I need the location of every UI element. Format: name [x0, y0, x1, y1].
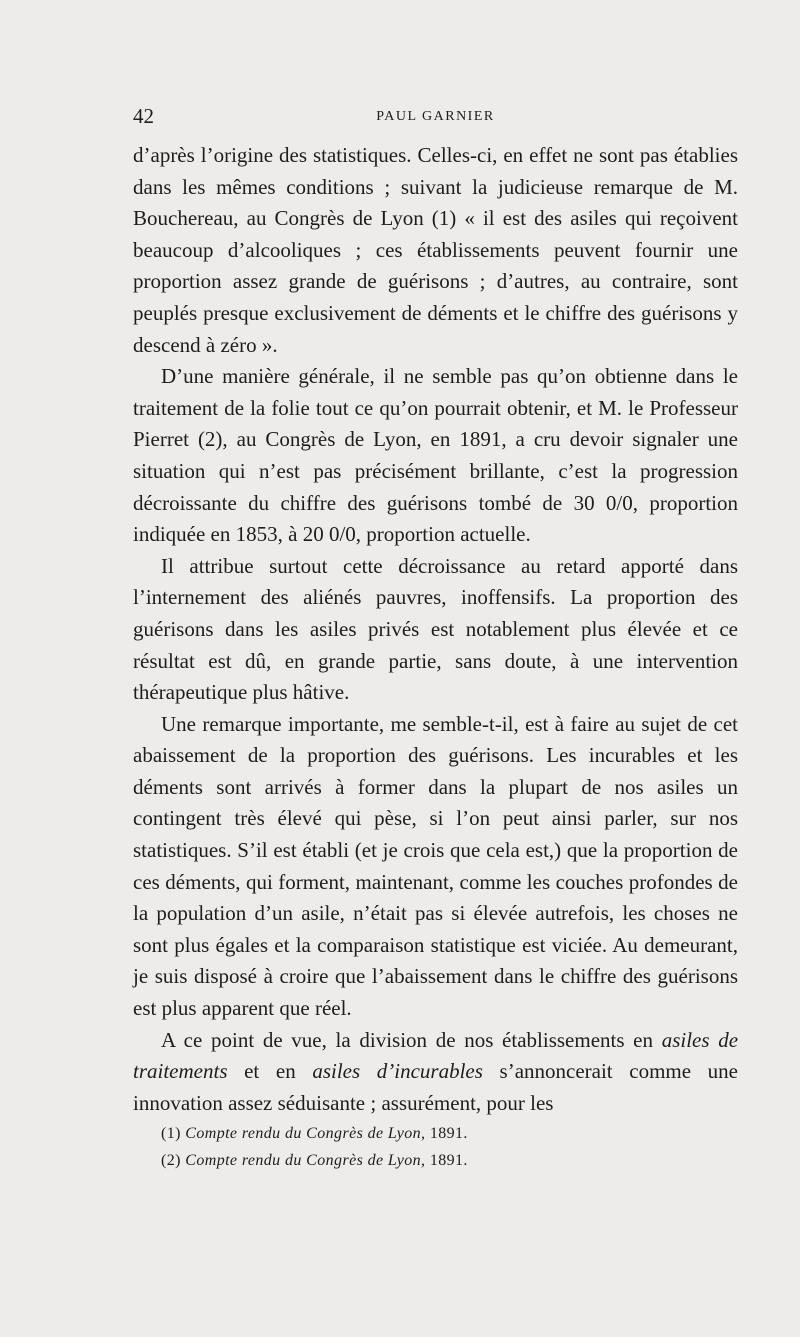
- footnotes: [161, 1120, 721, 1174]
- page-header: [133, 104, 738, 132]
- footnote-year: , 1891.: [421, 1152, 468, 1169]
- paragraph: Une remarque importante, me semble-t-il, est à faire au sujet de cet abaissement de la proportion des guérisons. Les incurables et les déments sont arrivés à former dans la plupart de nos asiles un contingent très élevé qui pèse, si l’on peut ainsi parler, sur nos statistiques. S’il est établi (et je crois que cela est,) que la proportion de ces déments, qui forment, maintenant, comme les couches profondes de la population d’un asile, n’était pas si élevée autrefois, les choses ne sont plus égales et la comparaison statistique est viciée. Au demeurant, je suis disposé à croire que l’abaissement dans le chiffre des guérisons est plus apparent que réel.: [133, 711, 738, 1021]
- italic-term: asiles de traitements: [133, 1027, 739, 1084]
- running-title: PAUL GARNIER: [376, 109, 495, 124]
- paragraph-text: s’annoncerait comme une innovation assez séduisante ; assurément, pour les: [133, 1059, 738, 1115]
- footnote-marker: (2): [161, 1152, 186, 1169]
- footnote-year: , 1891.: [421, 1125, 468, 1142]
- footnote-title: Compte rendu du Congrès de Lyon: [185, 1125, 422, 1142]
- paragraph: d’après l’origine des statistiques. Celles-ci, en effet ne sont pas établies dans les mêmes conditions ; suivant la judicieuse remarque de M. Bouchereau, au Congrès de Lyon (1) « il est des asiles qui reçoivent beaucoup d’alcooliques ; ces établissements peuvent fournir une proportion assez grande de guérisons ; d’autres, au contraire, sont peuplés presque exclusivement de déments et le chiffre des guérisons y descend à zéro ».: [133, 143, 738, 357]
- footnote: [161, 1147, 721, 1174]
- page-number: 42: [133, 104, 154, 128]
- footnote-title: Compte rendu du Congrès de Lyon: [185, 1152, 422, 1169]
- body-text: [133, 140, 738, 1119]
- paragraph: Il attribue surtout cette décroissance au retard apporté dans l’internement des aliénés pauvres, inoffensifs. La proportion des guérisons dans les asiles privés est notablement plus élevée et ce résultat est dû, en grande partie, sans doute, à une intervention thérapeutique plus hâtive.: [133, 553, 738, 705]
- paragraph-text: et en: [227, 1059, 313, 1084]
- paragraph-text: A ce point de vue, la division de nos établissements en: [161, 1027, 662, 1052]
- italic-term: asiles d’incurables: [312, 1059, 483, 1084]
- paragraph: [133, 1025, 738, 1120]
- paragraph: D’une manière générale, il ne semble pas qu’on obtienne dans le traitement de la folie tout ce qu’on pourrait obtenir, et M. le Professeur Pierret (2), au Congrès de Lyon, en 1891, a cru devoir signaler une situation qui n’est pas précisément brillante, c’est la progression décroissante du chiffre des guérisons tombé de 30 0/0, proportion indiquée en 1853, à 20 0/0, proportion actuelle.: [133, 364, 738, 547]
- footnote-marker: (1): [161, 1125, 186, 1142]
- footnote: [161, 1120, 721, 1147]
